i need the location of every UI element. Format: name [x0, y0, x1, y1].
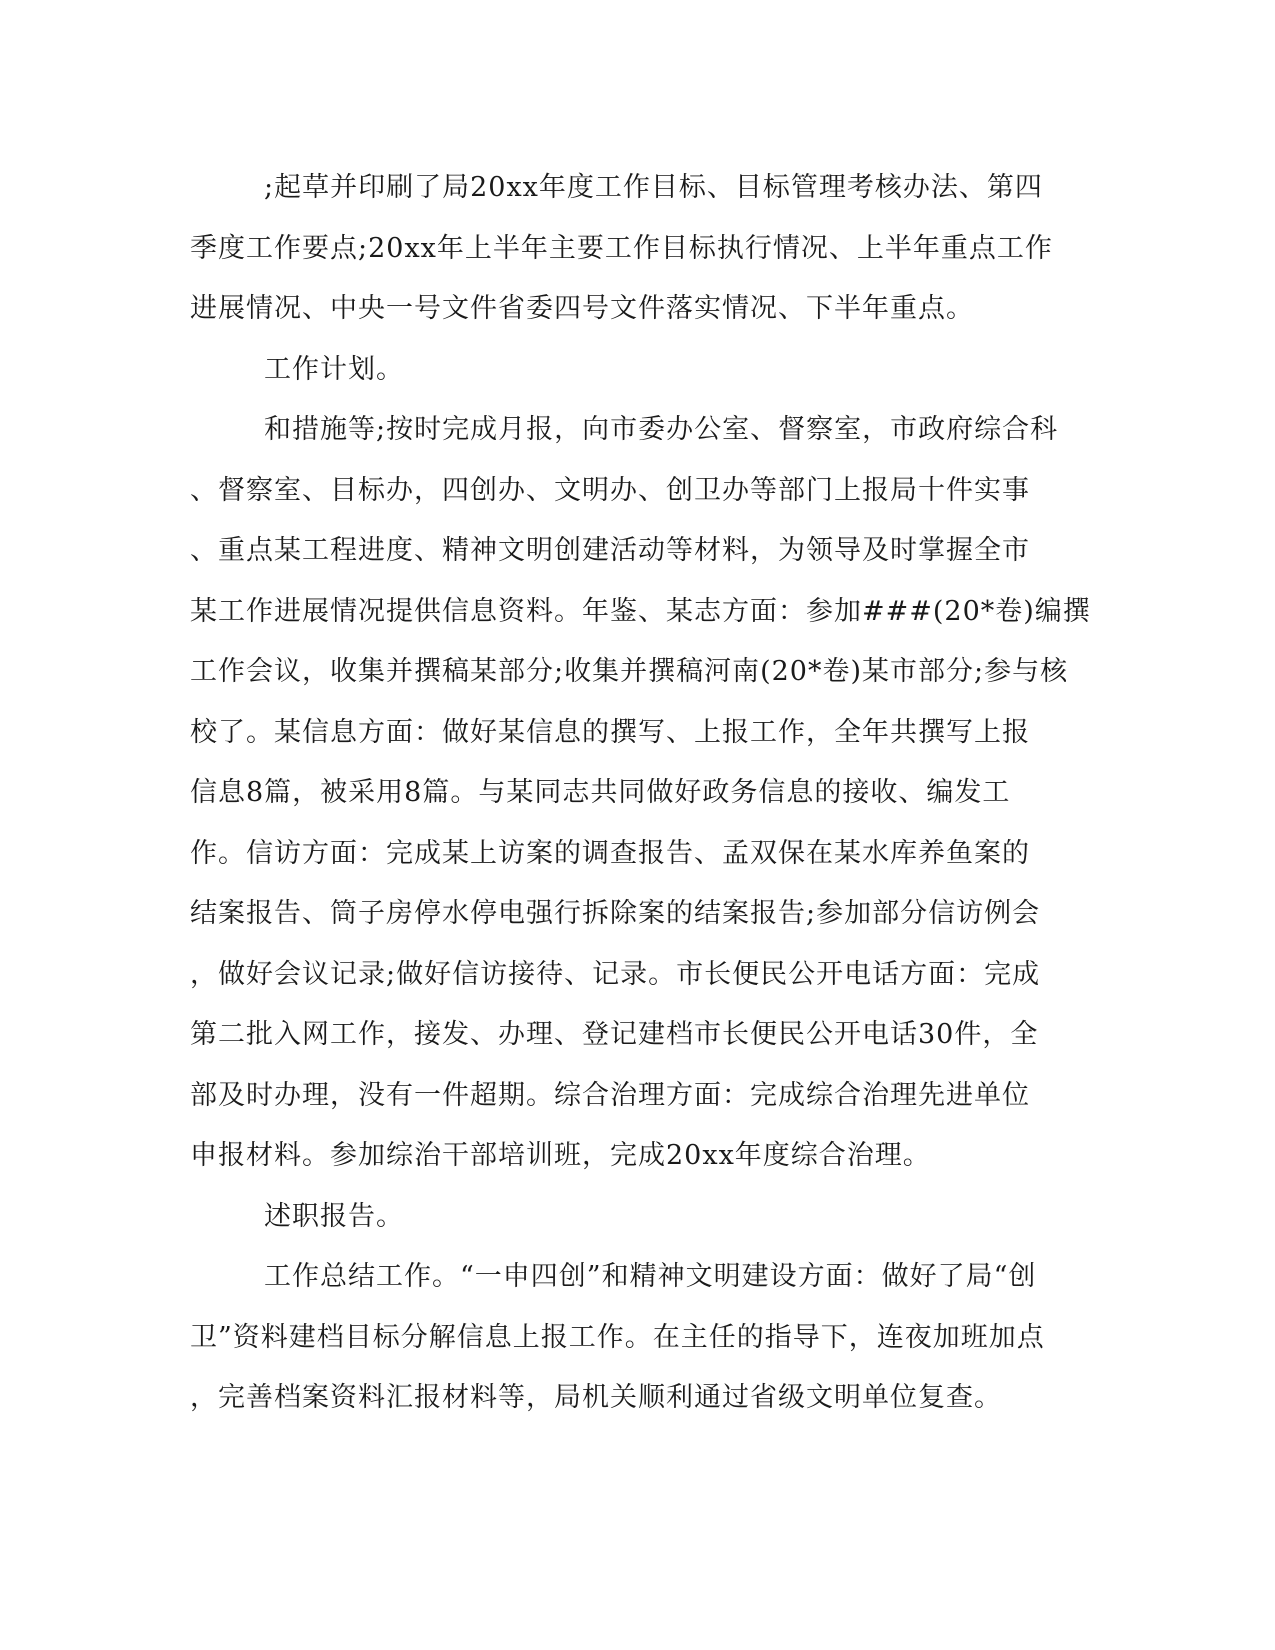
text-line: 卫”资料建档目标分解信息上报工作。在主任的指导下，连夜加班加点 [190, 1321, 1045, 1353]
text-line: 工作总结工作。“一申四创”和精神文明建设方面：做好了局“创 [264, 1261, 1037, 1292]
text-line: 季度工作要点;20xx年上半年主要工作目标执行情况、上半年重点工作 [190, 232, 1053, 264]
text-line: 、重点某工程进度、精神文明创建活动等材料，为领导及时掌握全市 [190, 535, 1030, 566]
text-line: 、督察室、目标办，四创办、文明办、创卫办等部门上报局十件实事 [190, 474, 1030, 506]
text-line: ，完善档案资料汇报材料等，局机关顺利通过省级文明单位复查。 [190, 1382, 1002, 1413]
text-line: 某工作进展情况提供信息资料。年鉴、某志方面：参加###(20*卷)编撰 [190, 595, 1091, 627]
text-line: 进展情况、中央一号文件省委四号文件落实情况、下半年重点。 [190, 293, 974, 324]
text-line: 申报材料。参加综治干部培训班，完成20xx年度综合治理。 [190, 1140, 931, 1171]
text-line: 结案报告、筒子房停水停电强行拆除案的结案报告;参加部分信访例会 [190, 898, 1041, 929]
text-line: 信息8篇，被采用8篇。与某同志共同做好政务信息的接收、编发工 [190, 777, 1011, 808]
text-line: ，做好会议记录;做好信访接待、记录。市长便民公开电话方面：完成 [190, 958, 1041, 990]
text-line: ;起草并印刷了局20xx年度工作目标、目标管理考核办法、第四 [264, 172, 1043, 203]
text-line: 校了。某信息方面：做好某信息的撰写、上报工作，全年共撰写上报 [190, 716, 1030, 748]
section-heading: 工作计划。 [264, 353, 404, 385]
section-heading: 述职报告。 [264, 1200, 404, 1232]
text-line: 部及时办理，没有一件超期。综合治理方面：完成综合治理先进单位 [190, 1079, 1030, 1111]
text-line: 和措施等;按时完成月报，向市委办公室、督察室，市政府综合科 [264, 414, 1059, 445]
text-line: 第二批入网工作，接发、办理、登记建档市长便民公开电话30件，全 [190, 1019, 1039, 1050]
text-line: 作。信访方面：完成某上访案的调查报告、孟双保在某水库养鱼案的 [190, 837, 1030, 869]
document-body [190, 158, 1090, 1429]
text-line: 工作会议，收集并撰稿某部分;收集并撰稿河南(20*卷)某市部分;参与核 [190, 656, 1069, 687]
